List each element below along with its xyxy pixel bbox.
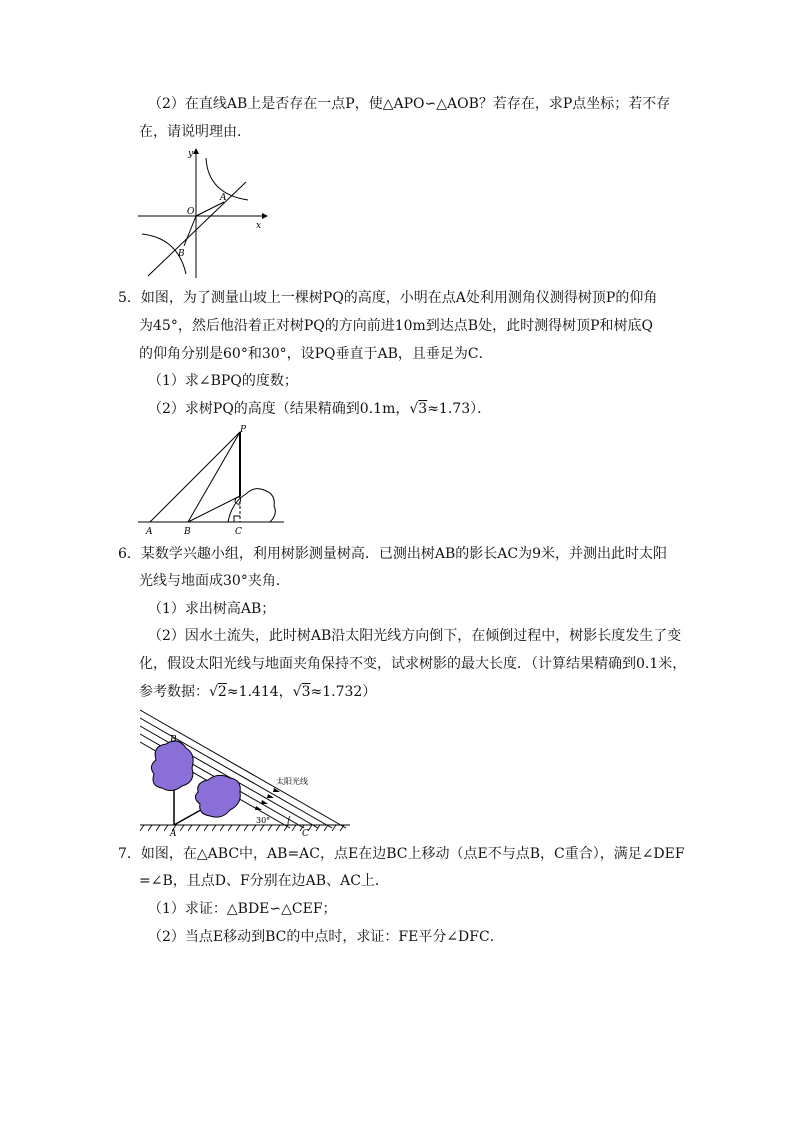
label-C: C bbox=[235, 527, 242, 537]
q6-ref-post: ≈1.732） bbox=[310, 684, 377, 700]
label-C: C bbox=[302, 829, 309, 838]
q6-line1: 6．某数学兴趣小组，利用树影测量树高．已测出树AB的影长AC为9米，并测出此时太阳 bbox=[118, 546, 668, 562]
label-x: x bbox=[256, 221, 262, 231]
q7-line1: 7．如图，在△ABC中，AB=AC，点E在边BC上移动（点E不与点B，C重合），满足∠DEF bbox=[118, 846, 685, 862]
q5-line3: 的仰角分别是60°和30°，设PQ垂直于AB，且垂足为C． bbox=[139, 346, 493, 362]
q6-part2-line1: （2）因水土流失，此时树AB沿太阳光线方向倒下，在倾倒过程中，树影长度发生了变 bbox=[148, 628, 682, 644]
q6-part1: （1）求出树高AB； bbox=[148, 601, 276, 617]
q6-ref-pre: 参考数据： bbox=[139, 684, 209, 700]
q5-line2: 为45°，然后他沿着正对树PQ的方向前进10m到达点B处，此时测得树顶P和树底Q bbox=[139, 318, 653, 334]
tree-crown-standing bbox=[151, 741, 193, 791]
x-axis-arrow bbox=[262, 213, 268, 219]
label-angle: 30° bbox=[256, 816, 271, 825]
q6-ref bbox=[139, 682, 376, 702]
q6-ref-mid: ≈1.414， bbox=[226, 684, 293, 700]
label-O: O bbox=[187, 207, 195, 217]
q6-line2: 光线与地面成30°夹角． bbox=[139, 573, 290, 589]
label-B: B bbox=[184, 527, 191, 537]
sqrt-sign: √ bbox=[409, 401, 419, 417]
label-P: P bbox=[240, 425, 247, 435]
label-Q: Q bbox=[234, 497, 242, 507]
angle-arc bbox=[288, 816, 290, 825]
ray-arrow-1 bbox=[255, 806, 262, 810]
q6-ref-sqrt3: 3 bbox=[301, 684, 311, 700]
q5-figure-tree-slope bbox=[136, 422, 286, 540]
q6-figure-tree-shadow bbox=[138, 706, 352, 838]
q4-figure-hyperbola bbox=[130, 146, 270, 282]
label-A: A bbox=[170, 829, 177, 838]
label-B: B bbox=[170, 735, 177, 745]
label-A: A bbox=[220, 193, 227, 203]
q6-ref-sqrt2: 2 bbox=[217, 684, 227, 700]
q6-part2-line2: 化，假设太阳光线与地面夹角保持不变，试求树影的最大长度．（计算结果精确到0.1米， bbox=[139, 656, 687, 672]
q5-part2 bbox=[148, 399, 491, 419]
tree-crown-fallen bbox=[195, 775, 240, 817]
q5-part2-post: ≈1.73）． bbox=[427, 401, 492, 417]
q5-line1: 5．如图，为了测量山坡上一棵树PQ的高度，小明在点A处利用测角仪测得树顶P的仰角 bbox=[118, 290, 658, 306]
label-A: A bbox=[146, 527, 153, 537]
segment-OA bbox=[196, 202, 224, 216]
y-axis-arrow bbox=[193, 148, 199, 154]
q7-part2: （2）当点E移动到BC的中点时，求证：FE平分∠DFC． bbox=[148, 929, 504, 945]
sqrt-sign: √ bbox=[209, 684, 218, 700]
label-sunlight: 太阳光线 bbox=[276, 777, 308, 786]
line-AB bbox=[148, 182, 246, 276]
sqrt-sign: √ bbox=[292, 684, 302, 700]
q7-line2: =∠B，且点D、F分别在边AB、AC上． bbox=[139, 873, 389, 889]
ray-arrow-2 bbox=[261, 800, 268, 804]
right-angle-mark bbox=[234, 516, 240, 522]
q7-part1: （1）求证：△BDE∽△CEF； bbox=[148, 901, 337, 917]
q4-part2-line1: （2）在直线AB上是否存在一点P，使△APO∽△AOB？若存在，求P点坐标；若不存 bbox=[148, 96, 671, 112]
q5-part2-sqrt: 3 bbox=[418, 401, 428, 417]
q4-part2-line2: 在，请说明理由． bbox=[139, 124, 251, 140]
hyperbola-branch-1 bbox=[206, 158, 248, 200]
q5-part2-pre: （2）求树PQ的高度（结果精确到0.1m， bbox=[148, 401, 410, 417]
line-AP bbox=[150, 432, 240, 522]
label-y: y bbox=[188, 149, 194, 159]
label-B: B bbox=[178, 249, 185, 259]
q5-part1: （1）求∠BPQ的度数； bbox=[148, 373, 298, 389]
